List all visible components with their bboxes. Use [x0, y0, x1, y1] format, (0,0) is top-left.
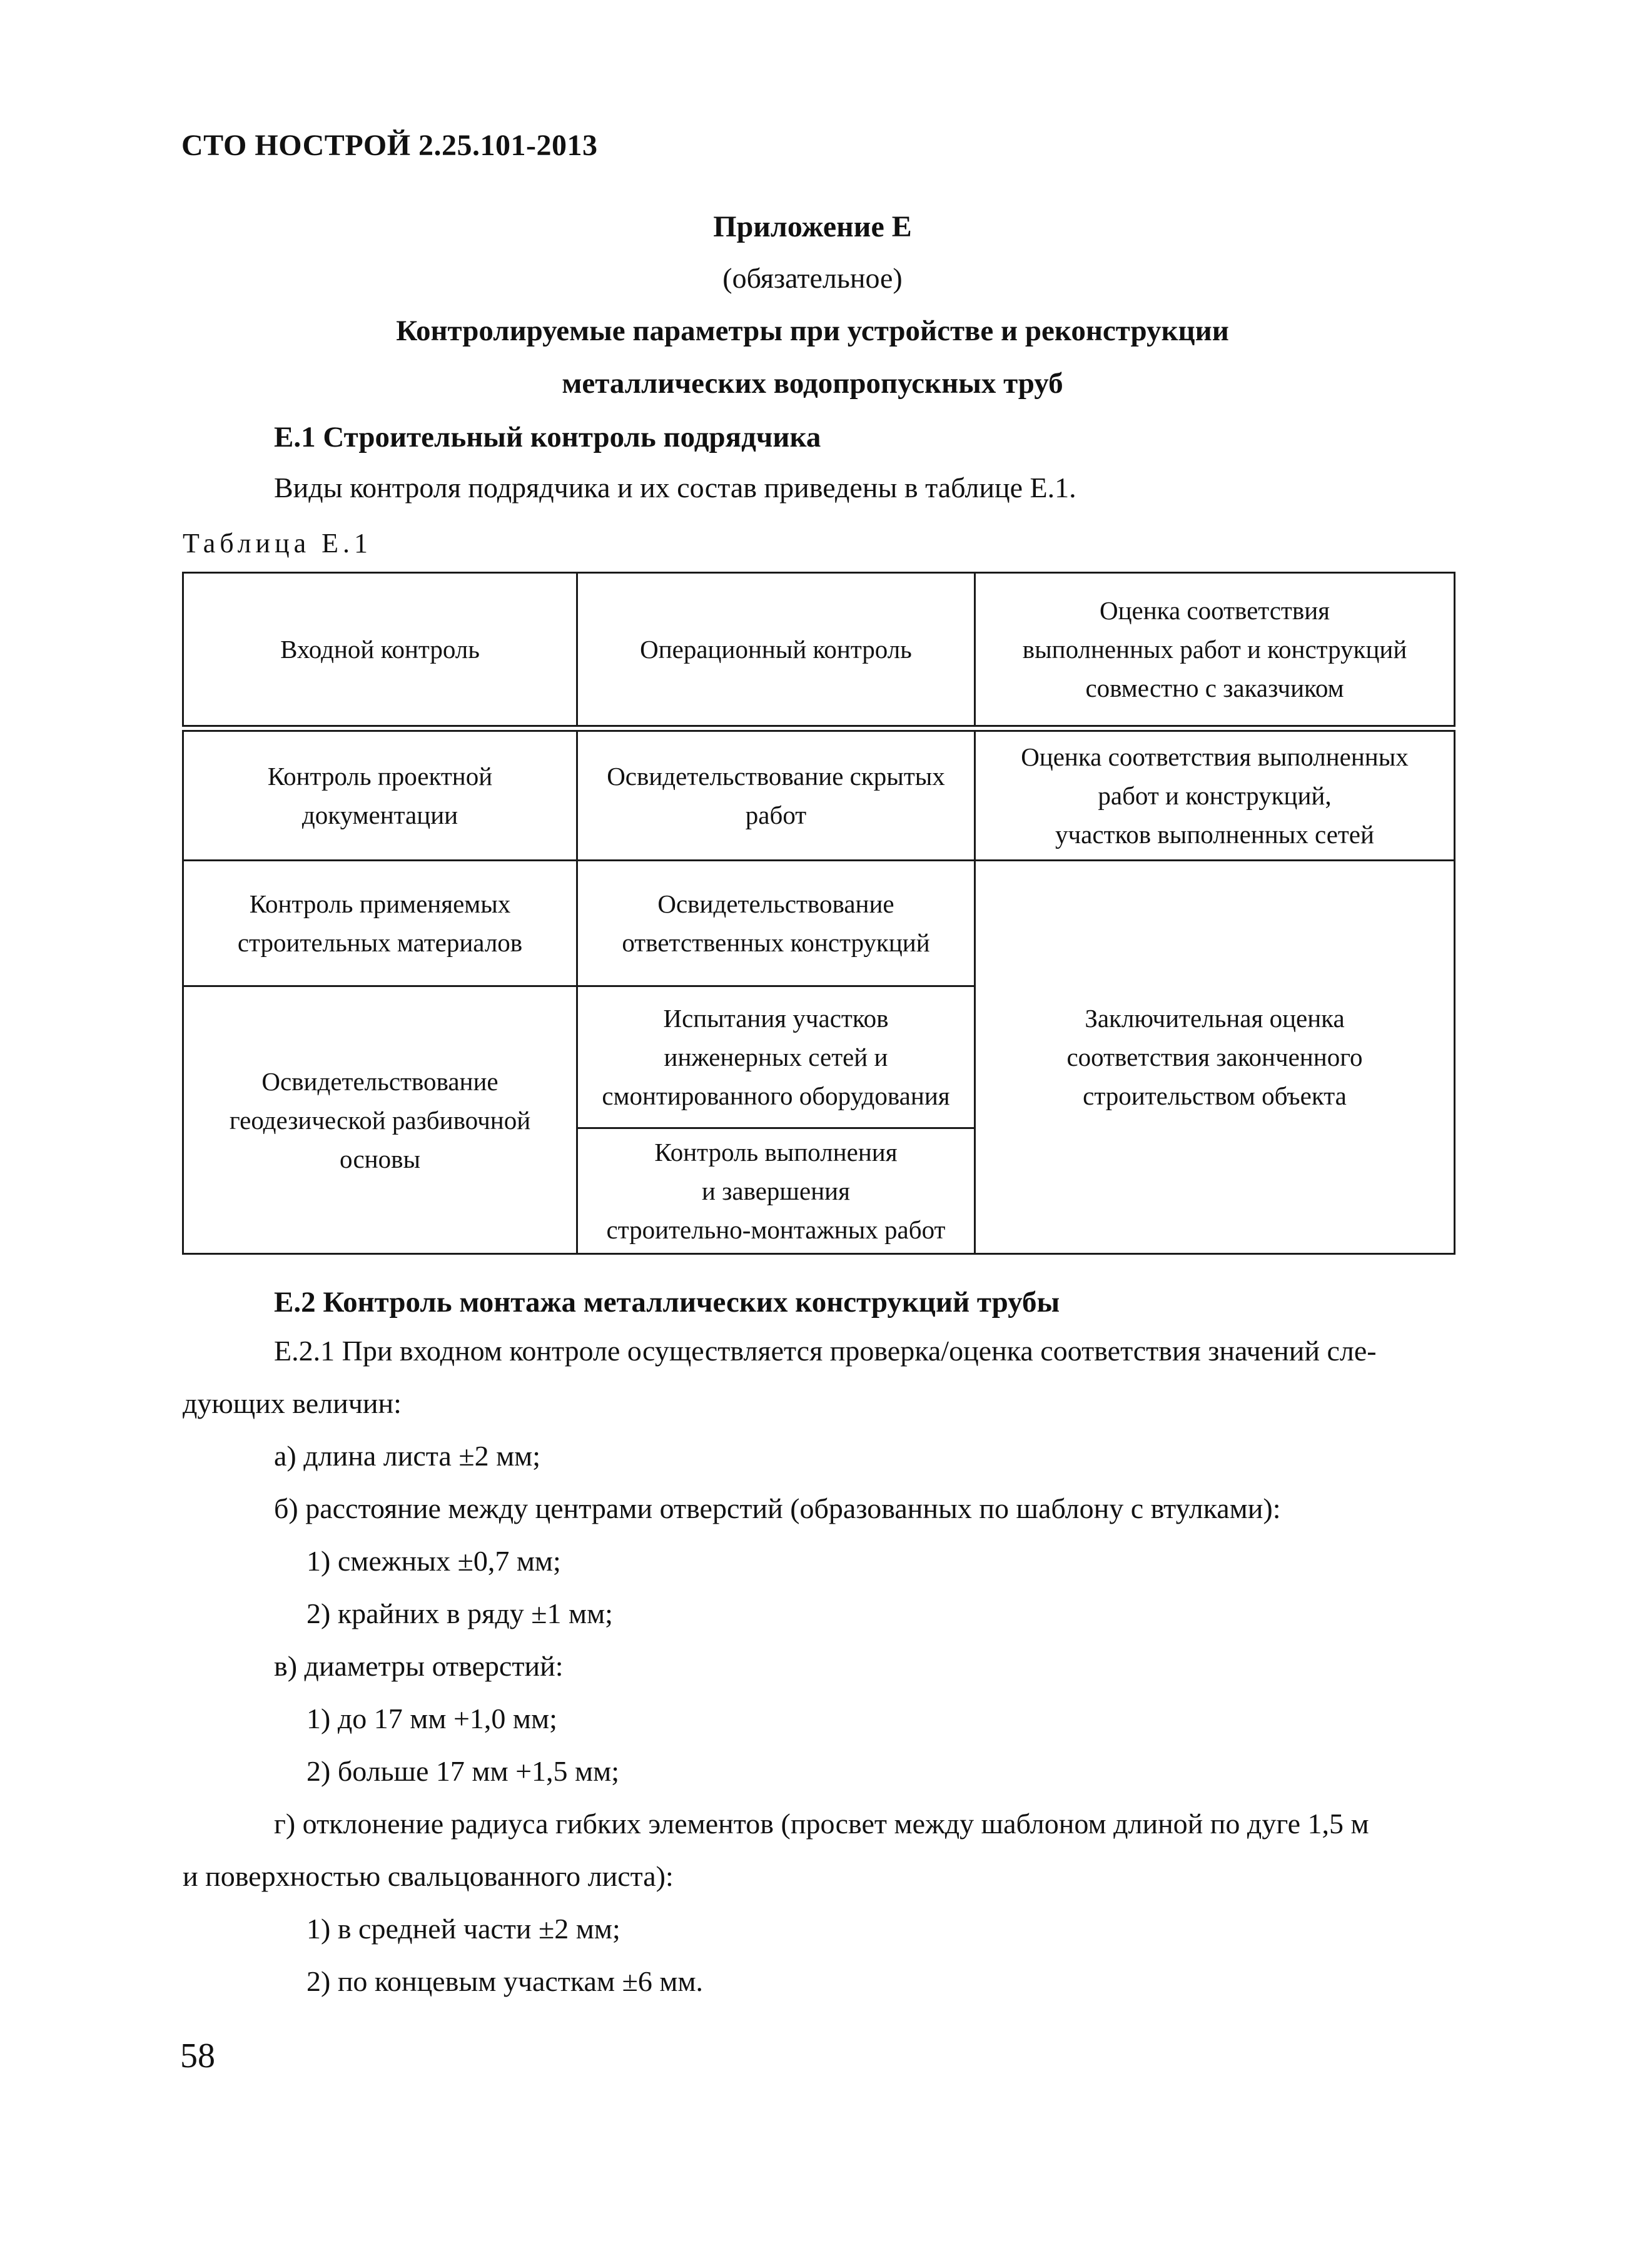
list-item: 2) больше 17 мм +1,5 мм;	[306, 1755, 620, 1787]
list-item: 2) по концевым участкам ±6 мм.	[306, 1965, 704, 1997]
section-2-title: Е.2 Контроль монтажа металлических конструкций трубы	[274, 1286, 1060, 1319]
appendix-heading-line-2: металлических водопропускных труб	[562, 367, 1063, 400]
section-1-title: Е.1 Строительный контроль подрядчика	[274, 421, 821, 453]
table-cell: Освидетельствование геодезической разбивочной основы	[182, 985, 578, 1255]
list-item: г) отклонение радиуса гибких элементов (просвет между шаблоном длиной по дуге 1,5 м	[274, 1808, 1369, 1840]
paragraph-e21-line-2: дующих величин:	[183, 1387, 402, 1419]
table-cell: Оценка соответствия выполненных работ и конструкций, участков выполненных сетей	[974, 730, 1455, 861]
list-item: б) расстояние между центрами отверстий (образованных по шаблону с втулками):	[274, 1492, 1281, 1524]
control-types-table	[182, 572, 1455, 1255]
document-code: СТО НОСТРОЙ 2.25.101-2013	[181, 129, 598, 162]
list-item: в) диаметры отверстий:	[274, 1650, 564, 1682]
paragraph-e21-line-1: Е.2.1 При входном контроле осуществляется проверка/оценка соответствия значений сле-	[274, 1335, 1377, 1367]
appendix-title: Приложение Е	[713, 210, 912, 243]
list-item: 1) в средней части ±2 мм;	[306, 1913, 620, 1945]
table-cell: Контроль применяемых строительных материалов	[182, 859, 578, 987]
list-item: 2) крайних в ряду ±1 мм;	[306, 1597, 613, 1629]
table-cell: Испытания участков инженерных сетей и смонтированного оборудования	[576, 985, 976, 1129]
page-number: 58	[180, 2037, 215, 2075]
table-header-conformity-assessment: Оценка соответствия выполненных работ и конструкций совместно с заказчиком	[974, 572, 1455, 727]
list-item: и поверхностью свальцованного листа):	[183, 1860, 674, 1892]
list-item: а) длина листа ±2 мм;	[274, 1440, 541, 1472]
section-1-intro: Виды контроля подрядчика и их состав приведены в таблице Е.1.	[274, 472, 1076, 504]
table-header-operational-control: Операционный контроль	[576, 572, 976, 727]
list-item: 1) до 17 мм +1,0 мм;	[306, 1703, 557, 1734]
table-label: Таблица Е.1	[183, 528, 373, 559]
table-header-input-control: Входной контроль	[182, 572, 578, 727]
table-cell: Контроль проектной документации	[182, 730, 578, 861]
table-cell: Контроль выполнения и завершения строительно-монтажных работ	[576, 1127, 976, 1255]
table-cell: Освидетельствование ответственных конструкций	[576, 859, 976, 987]
table-cell: Освидетельствование скрытых работ	[576, 730, 976, 861]
table-cell: Заключительная оценка соответствия законченного строительством объекта	[974, 859, 1455, 1255]
appendix-note: (обязательное)	[722, 262, 903, 294]
appendix-heading-line-1: Контролируемые параметры при устройстве и реконструкции	[396, 315, 1229, 347]
list-item: 1) смежных ±0,7 мм;	[306, 1545, 561, 1577]
